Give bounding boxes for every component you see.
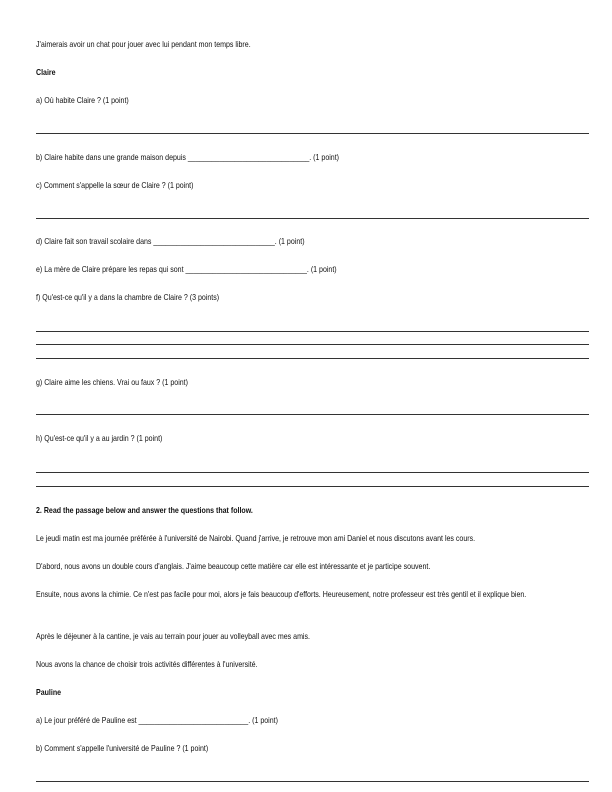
passage-paragraph: Après le déjeuner à la cantine, je vais au terrain pour jouer au volleyball avec mes amis. <box>36 632 310 641</box>
section-2-heading: 2. Read the passage below and answer the questions that follow. <box>36 506 253 515</box>
question-a: a) Où habite Claire ? (1 point) <box>36 96 129 105</box>
pauline-heading: Pauline <box>36 688 62 697</box>
answer-line-pauline-b[interactable] <box>36 781 589 782</box>
passage-paragraph: Nous avons la chance de choisir trois activités différentes à l'université. <box>36 660 258 669</box>
answer-line-g[interactable] <box>36 414 589 415</box>
pauline-question-a: a) Le jour préféré de Pauline est ____________________________. (1 point) <box>36 716 278 725</box>
answer-line-f-3[interactable] <box>36 358 589 359</box>
question-e: e) La mère de Claire prépare les repas qui sont _______________________________. (1 point) <box>36 265 337 274</box>
passage-paragraph: D'abord, nous avons un double cours d'anglais. J'aime beaucoup cette matière car elle est intéressante et je participe souvent. <box>36 562 431 571</box>
pauline-question-b: b) Comment s'appelle l'université de Pauline ? (1 point) <box>36 744 209 753</box>
passage-paragraph: Ensuite, nous avons la chimie. Ce n'est pas facile pour moi, alors je fais beaucoup d'efforts. Heureusement, notre professeur est très gentil et il explique bien. <box>36 590 527 599</box>
answer-line-a[interactable] <box>36 133 589 134</box>
question-b: b) Claire habite dans une grande maison depuis _______________________________. (1 point) <box>36 153 340 162</box>
question-g: g) Claire aime les chiens. Vrai ou faux ? (1 point) <box>36 378 188 387</box>
answer-line-h-1[interactable] <box>36 472 589 473</box>
question-h: h) Qu'est-ce qu'il y a au jardin ? (1 point) <box>36 434 163 443</box>
answer-line-f-1[interactable] <box>36 331 589 332</box>
passage-paragraph: Le jeudi matin est ma journée préférée à l'université de Nairobi. Quand j'arrive, je retrouve mon ami Daniel et nous discutons avant les cours. <box>36 534 476 543</box>
answer-line-h-2[interactable] <box>36 486 589 487</box>
question-c: c) Comment s'appelle la sœur de Claire ? (1 point) <box>36 181 194 190</box>
question-d: d) Claire fait son travail scolaire dans _______________________________. (1 point) <box>36 237 305 246</box>
answer-line-f-2[interactable] <box>36 344 589 345</box>
intro-line: J'aimerais avoir un chat pour jouer avec lui pendant mon temps libre. <box>36 40 251 49</box>
claire-heading: Claire <box>36 68 56 77</box>
answer-line-c[interactable] <box>36 218 589 219</box>
question-f: f) Qu'est-ce qu'il y a dans la chambre de Claire ? (3 points) <box>36 293 220 302</box>
